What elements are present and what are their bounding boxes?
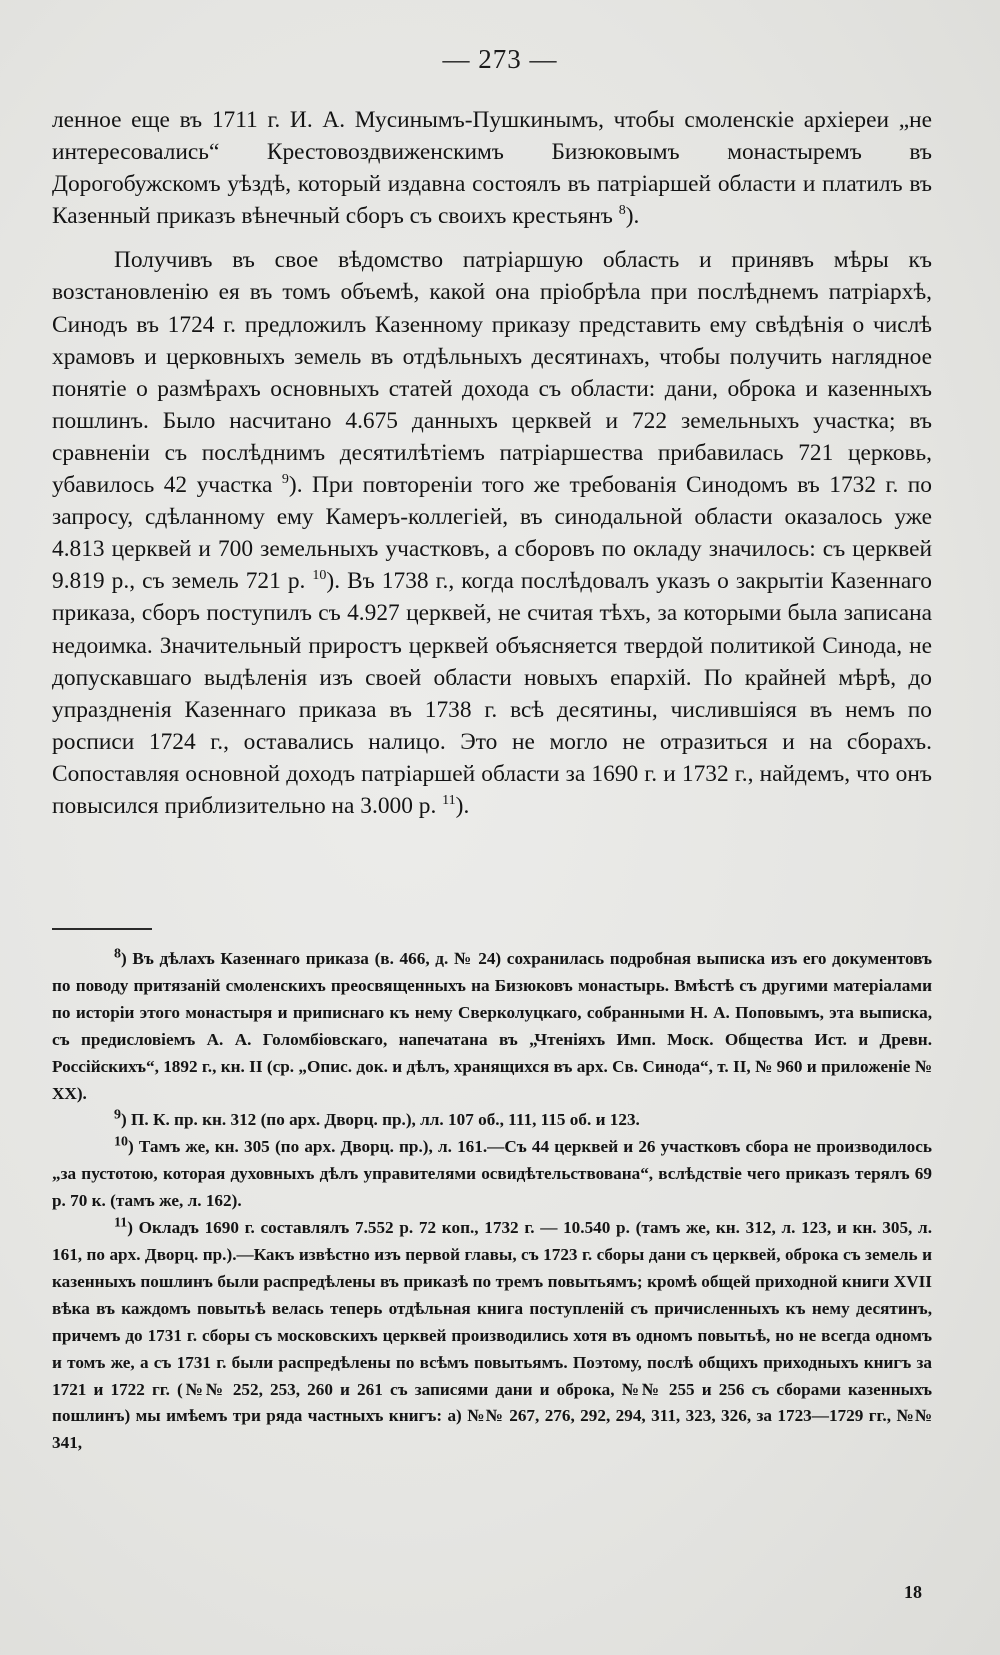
footnote-8-text: ) Въ дѣлахъ Казеннаго приказа (в. 466, д. № 24) сохранилась подробная выписка изъ его документовъ по поводу притязаній смоленскихъ преосвященныхъ на Бизюковъ монастырь. Вмѣстѣ съ другими матеріалами по исторіи этого монастыря и приписнаго къ нему Сверколуцкаго, собранными Н. А. Поповымъ, эта выписка, съ предисловіемъ А. А. Голомбіовскаго, напечатана въ „Чтеніяхъ Имп. Моск. Общества Ист. и Древн. Россійскихъ“, 1892 г., кн. II (ср. „Опис. док. и дѣлъ, хранящихся въ арх. Св. Синода“, т. II, № 960 и приложеніе № XX). <box>52 949 932 1103</box>
footnote-11 <box>52 1215 932 1457</box>
footnote-marker-9: 9 <box>114 1107 121 1123</box>
paragraph-2 <box>52 244 932 822</box>
footnote-ref-9[interactable]: 9 <box>281 472 289 488</box>
paragraph-2-part-2: ). При повтореніи того же требованія Синодомъ въ 1732 г. по запросу, сдѣланному ему Камеръ-коллегіей, въ синодальной области оказалось уже 4.813 церквей и 700 земельныхъ участковъ, а сборовъ по окладу значилось: съ церквей 9.819 р., съ земель 721 р. <box>52 472 932 595</box>
footnote-10-text: ) Тамъ же, кн. 305 (по арх. Дворц. пр.), л. 161.—Съ 44 церквей и 26 участковъ сбора не производилось „за пустотою, которая духовныхъ дѣлъ управителями освидѣтельствована“, вслѣдствіе чего приказъ терялъ 69 р. 70 к. (тамъ же, л. 162). <box>52 1137 932 1211</box>
paragraph-1-text: ленное еще въ 1711 г. И. А. Мусинымъ-Пушкинымъ, чтобы смоленскіе архіереи „не интересовались“ Крестовоздвиженскимъ Бизюковымъ монастыремъ въ Дорогобужскомъ уѣздѣ, который издавна состоялъ въ патріаршей области и платилъ въ Казенный приказъ вѣнечный сборъ съ своихъ крестьянъ <box>52 107 932 230</box>
footnote-ref-10[interactable]: 10 <box>312 568 327 584</box>
paragraph-2-part-4: ). <box>455 792 470 819</box>
footnote-ref-8[interactable]: 8 <box>618 203 626 219</box>
page-number: — 273 — <box>442 44 558 74</box>
footnotes <box>52 946 932 1457</box>
main-text <box>52 104 932 822</box>
footnote-ref-11[interactable]: 11 <box>442 793 456 809</box>
footnote-marker-10: 10 <box>114 1134 128 1150</box>
footnote-9-text: ) П. К. пр. кн. 312 (по арх. Дворц. пр.), лл. 107 об., 111, 115 об. и 123. <box>121 1110 640 1130</box>
paragraph-1 <box>52 104 932 232</box>
footnote-11-text: ) Окладъ 1690 г. составлялъ 7.552 р. 72 коп., 1732 г. — 10.540 р. (тамъ же, кн. 312, л. 123, и кн. 305, л. 161, по арх. Дворц. пр.).—Какъ извѣстно изъ первой главы, съ 1723 г. сборы дани съ церквей, оброка съ земель и казенныхъ пошлинъ были распредѣлены въ приказѣ по тремъ повытьямъ; кромѣ общей приходной книги XVII вѣка въ каждомъ повытьѣ велась теперь отдѣльная книга поступленій съ причисленныхъ къ нему десятинъ, причемъ до 1731 г. сборы съ московскихъ церквей производились хотя въ одномъ повытьѣ, но не всегда одномъ и томъ же, а съ 1731 г. были распредѣлены по всѣмъ повытьямъ. Поэтому, послѣ общихъ приходныхъ книгъ за 1721 и 1722 гг. (№№ 252, 253, 260 и 261 съ записями дани и оброка, №№ 255 и 256 съ сборами казенныхъ пошлинъ) мы имѣемъ три ряда частныхъ книгъ: а) №№ 267, 276, 292, 294, 311, 323, 326, за 1723—1729 гг., №№ 341, <box>52 1218 932 1453</box>
footnote-10 <box>52 1134 932 1215</box>
footnote-divider <box>52 928 152 930</box>
paragraph-2-part-1: Получивъ въ свое вѣдомство патріаршую область и принявъ мѣры къ возстановленію ея въ томъ объемѣ, какой она пріобрѣла при послѣднемъ патріархѣ, Синодъ въ 1724 г. предложилъ Казенному приказу представить ему свѣдѣнія о числѣ храмовъ и церковныхъ земель въ отдѣльныхъ десятинахъ, чтобы получить наглядное понятіе о размѣрахъ основныхъ статей дохода съ области: дани, оброка и казенныхъ пошлинъ. Было насчитано 4.675 данныхъ церквей и 722 земельныхъ участка; въ сравненіи съ послѣднимъ десятилѣтіемъ патріаршества прибавилась 721 церковь, убавилось 42 участка <box>52 247 932 499</box>
footnote-marker-11: 11 <box>114 1215 128 1231</box>
paragraph-2-part-3: ). Въ 1738 г., когда послѣдовалъ указъ о закрытіи Казеннаго приказа, сборъ поступилъ съ 4.927 церквей, не считая тѣхъ, за которыми была записана недоимка. Значительный приростъ церквей объясняется твердой политикой Синода, не допускавшаго выдѣленія изъ своей области новыхъ епархій. По крайней мѣрѣ, до упраздненія Казеннаго приказа въ 1738 г. всѣ десятины, числившіяся въ немъ по росписи 1724 г., оставались налицо. Это не могло не отразиться и на сборахъ. Сопоставляя основной доходъ патріаршей области за 1690 г. и 1732 г., найдемъ, что онъ повысился приблизительно на 3.000 р. <box>52 568 932 819</box>
footnote-marker-8: 8 <box>114 946 121 962</box>
footnote-9 <box>52 1107 932 1134</box>
printer-signature: 18 <box>904 1582 922 1602</box>
footnote-8 <box>52 946 932 1107</box>
paragraph-1-tail: ). <box>625 203 640 230</box>
